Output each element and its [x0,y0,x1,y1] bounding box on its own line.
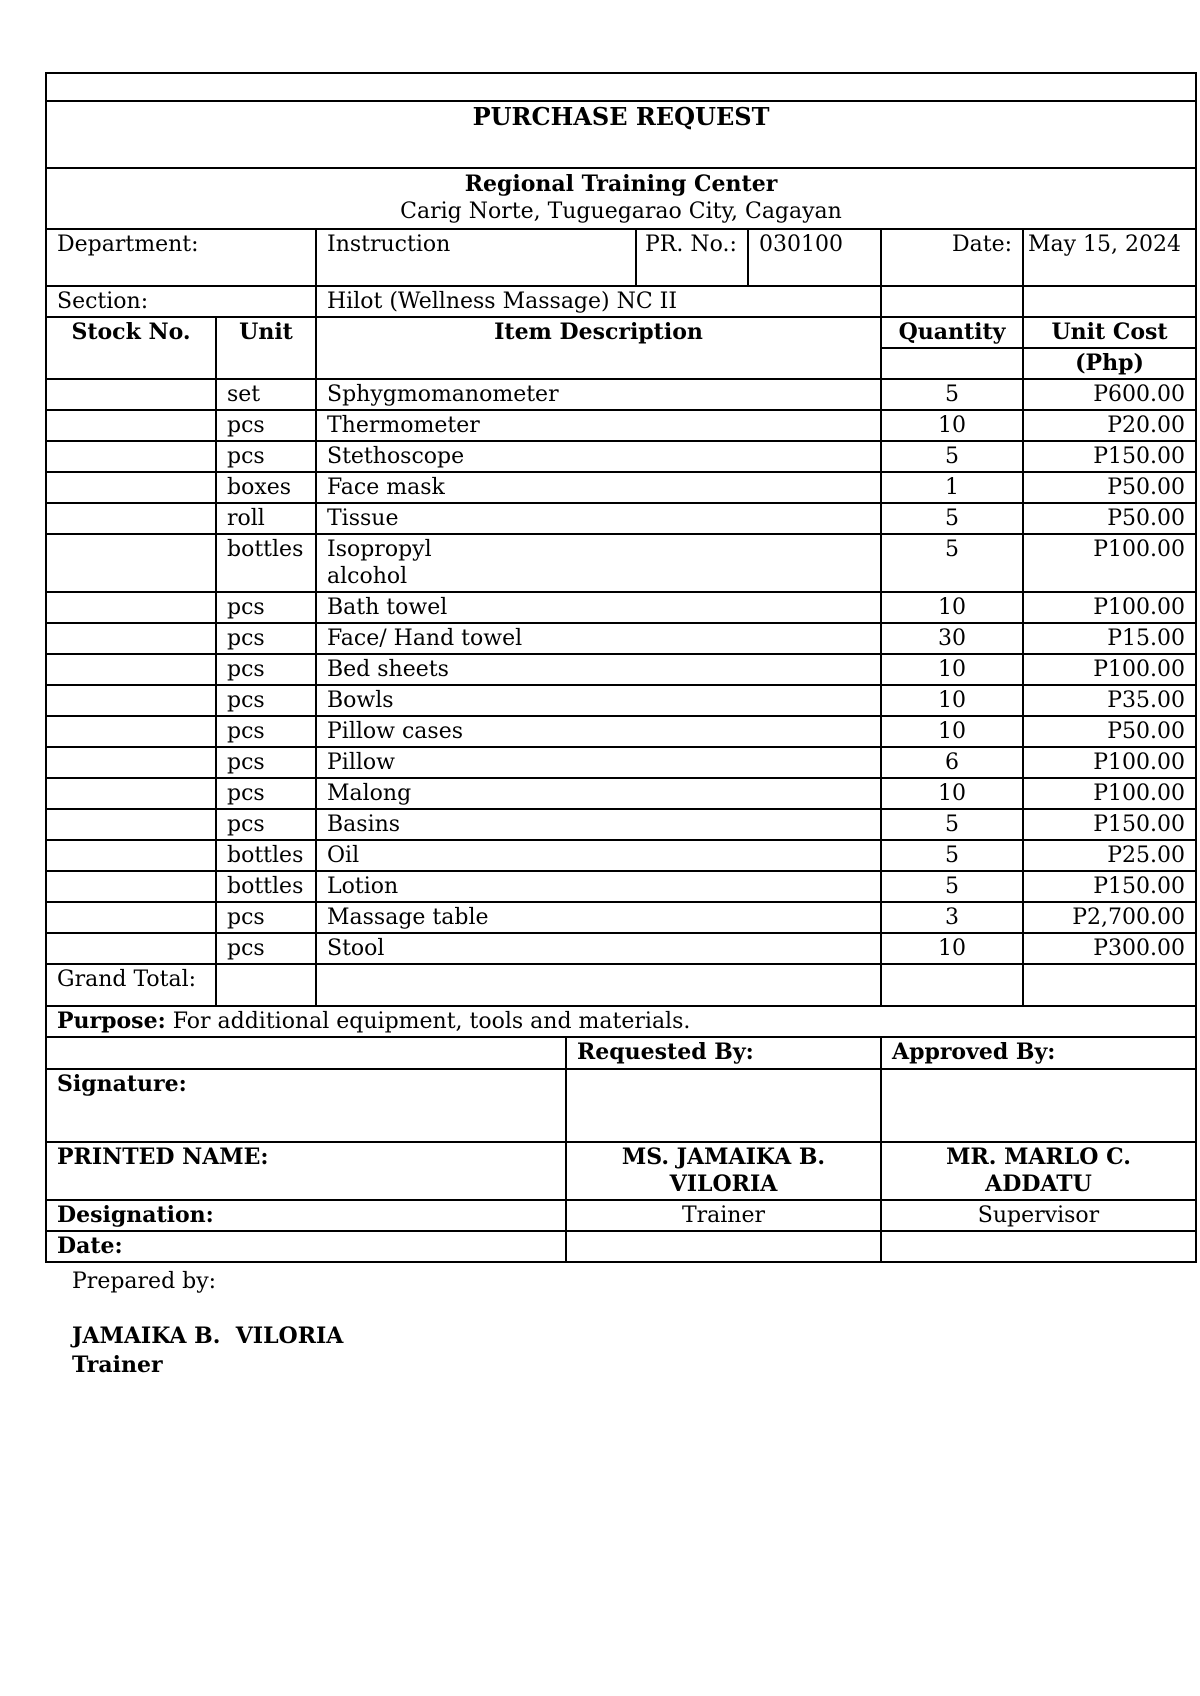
item-quantity: 5 [881,441,1023,472]
signature-row [46,1069,1196,1142]
blank-cell [881,964,1023,1006]
prepared-by-name: JAMAIKA B. VILORIA [72,1323,344,1349]
item-description: Pillow [316,747,881,778]
item-description: Bowls [316,685,881,716]
header-row-1 [46,317,1196,348]
item-unit-cost: P150.00 [1023,871,1196,902]
item-unit-cost: P100.00 [1023,592,1196,623]
prepared-by-designation: Trainer [72,1352,163,1378]
grand-total-row [46,964,1196,1006]
item-stock-no [46,441,216,472]
item-quantity: 5 [881,809,1023,840]
purchase-request-form [45,72,1195,1263]
item-description: Bed sheets [316,654,881,685]
item-unit-cost: P100.00 [1023,747,1196,778]
col-header-unit-cost: Unit Cost [1023,317,1196,348]
signature-label: Signature: [46,1069,566,1142]
grand-total-label: Grand Total: [46,964,216,1006]
item-unit-cost: P100.00 [1023,654,1196,685]
item-description: Bath towel [316,592,881,623]
item-rows [46,379,1196,964]
signatory-header-row [46,1037,1196,1069]
table-row [46,902,1196,933]
item-quantity: 30 [881,623,1023,654]
table-row [46,623,1196,654]
item-description: Face/ Hand towel [316,623,881,654]
item-stock-no [46,654,216,685]
approved-by-designation: Supervisor [881,1200,1196,1231]
item-quantity: 5 [881,534,1023,592]
item-description: Malong [316,778,881,809]
prepared-by-label: Prepared by: [72,1269,217,1294]
item-stock-no [46,379,216,410]
item-unit: pcs [216,441,316,472]
pr-no-value: 030100 [748,229,881,286]
item-unit: pcs [216,933,316,964]
table-row [46,840,1196,871]
table-row [46,534,1196,592]
item-unit: pcs [216,902,316,933]
item-unit: pcs [216,410,316,441]
org-cell [46,168,1196,229]
purpose-cell [46,1006,1196,1037]
item-unit: pcs [216,809,316,840]
spacer [72,1296,343,1322]
item-stock-no [46,592,216,623]
designation-label: Designation: [46,1200,566,1231]
item-unit: set [216,379,316,410]
table-row [46,933,1196,964]
section-label: Section: [46,286,316,317]
pr-no-label: PR. No.: [636,229,748,286]
approved-by-label: Approved By: [881,1037,1196,1069]
item-unit: boxes [216,472,316,503]
item-stock-no [46,778,216,809]
item-stock-no [46,534,216,592]
form-body [46,73,1196,379]
purpose-text: For additional equipment, tools and materials. [165,1009,691,1034]
item-unit: bottles [216,534,316,592]
blank-cell [566,1231,881,1262]
designation-row [46,1200,1196,1231]
section-value: Hilot (Wellness Massage) NC II [316,286,881,317]
item-unit-cost: P50.00 [1023,503,1196,534]
item-unit: pcs [216,592,316,623]
item-quantity: 5 [881,503,1023,534]
item-description: Face mask [316,472,881,503]
item-quantity: 10 [881,778,1023,809]
item-stock-no [46,410,216,441]
form-title: PURCHASE REQUEST [46,101,1196,168]
item-unit-cost: P150.00 [1023,441,1196,472]
form-footer [46,964,1196,1262]
item-stock-no [46,623,216,654]
purchase-request-table [45,72,1197,1263]
item-unit-cost: P150.00 [1023,809,1196,840]
item-unit: pcs [216,778,316,809]
prepared-by-block [72,1267,343,1380]
item-quantity: 10 [881,592,1023,623]
printed-name-row [46,1142,1196,1200]
item-description: Stethoscope [316,441,881,472]
item-stock-no [46,840,216,871]
top-blank-row [46,73,1196,101]
section-row [46,286,1196,317]
requested-by-name: MS. JAMAIKA B. VILORIA [566,1142,881,1200]
table-row [46,778,1196,809]
item-description: Thermometer [316,410,881,441]
item-quantity: 5 [881,379,1023,410]
table-row [46,809,1196,840]
item-unit: pcs [216,654,316,685]
item-description: Isopropyl alcohol [316,534,881,592]
table-row [46,410,1196,441]
item-quantity: 5 [881,871,1023,902]
item-quantity: 10 [881,685,1023,716]
item-description: Stool [316,933,881,964]
item-quantity: 3 [881,902,1023,933]
item-unit-cost: P20.00 [1023,410,1196,441]
item-unit-cost: P50.00 [1023,472,1196,503]
item-unit-cost: P15.00 [1023,623,1196,654]
col-header-quantity: Quantity [881,317,1023,348]
table-row [46,503,1196,534]
purpose-row [46,1006,1196,1037]
item-unit-cost: P100.00 [1023,534,1196,592]
item-description: Oil [316,840,881,871]
department-row [46,229,1196,286]
item-unit-cost: P2,700.00 [1023,902,1196,933]
item-unit: pcs [216,747,316,778]
item-unit: pcs [216,623,316,654]
item-description: Massage table [316,902,881,933]
item-stock-no [46,685,216,716]
item-unit: bottles [216,840,316,871]
blank-cell [881,348,1023,379]
table-row [46,871,1196,902]
item-stock-no [46,747,216,778]
item-quantity: 10 [881,410,1023,441]
table-row [46,472,1196,503]
requested-by-label: Requested By: [566,1037,881,1069]
col-header-unit: Unit [216,317,316,379]
item-quantity: 10 [881,716,1023,747]
table-row [46,685,1196,716]
table-row [46,654,1196,685]
sign-date-label: Date: [46,1231,566,1262]
blank-cell [881,1231,1196,1262]
item-quantity: 10 [881,933,1023,964]
blank-cell [1023,286,1196,317]
item-description: Sphygmomanometer [316,379,881,410]
blank-cell [216,964,316,1006]
item-quantity: 6 [881,747,1023,778]
requested-by-designation: Trainer [566,1200,881,1231]
col-header-unit-cost-sub: (Php) [1023,348,1196,379]
item-description: Basins [316,809,881,840]
item-stock-no [46,716,216,747]
blank-cell [881,286,1023,317]
org-address: Carig Norte, Tuguegarao City, Cagayan [400,199,842,224]
item-description: Tissue [316,503,881,534]
item-unit-cost: P50.00 [1023,716,1196,747]
item-unit-cost: P300.00 [1023,933,1196,964]
table-row [46,441,1196,472]
requested-signature-cell [566,1069,881,1142]
title-row [46,101,1196,168]
blank-cell [46,73,1196,101]
table-row [46,716,1196,747]
item-stock-no [46,933,216,964]
item-quantity: 1 [881,472,1023,503]
item-quantity: 10 [881,654,1023,685]
item-description: Lotion [316,871,881,902]
item-quantity: 5 [881,840,1023,871]
date-label: Date: [881,229,1023,286]
item-unit: pcs [216,716,316,747]
org-row [46,168,1196,229]
approved-signature-cell [881,1069,1196,1142]
department-value: Instruction [316,229,636,286]
item-unit: pcs [216,685,316,716]
item-stock-no [46,472,216,503]
table-row [46,747,1196,778]
printed-name-label: PRINTED NAME: [46,1142,566,1200]
date-value: May 15, 2024 [1023,229,1196,286]
item-unit-cost: P600.00 [1023,379,1196,410]
blank-cell [46,1037,566,1069]
table-row [46,379,1196,410]
item-stock-no [46,871,216,902]
date-sign-row [46,1231,1196,1262]
item-unit-cost: P35.00 [1023,685,1196,716]
col-header-stock-no: Stock No. [46,317,216,379]
item-unit: bottles [216,871,316,902]
org-name: Regional Training Center [464,171,778,197]
item-stock-no [46,902,216,933]
item-unit-cost: P100.00 [1023,778,1196,809]
blank-cell [316,964,881,1006]
col-header-item-description: Item Description [316,317,881,379]
department-label: Department: [46,229,316,286]
item-stock-no [46,809,216,840]
purpose-label: Purpose: [57,1008,166,1034]
blank-cell [1023,964,1196,1006]
table-row [46,592,1196,623]
item-unit: roll [216,503,316,534]
item-stock-no [46,503,216,534]
item-description: Pillow cases [316,716,881,747]
item-unit-cost: P25.00 [1023,840,1196,871]
approved-by-name: MR. MARLO C. ADDATU [881,1142,1196,1200]
